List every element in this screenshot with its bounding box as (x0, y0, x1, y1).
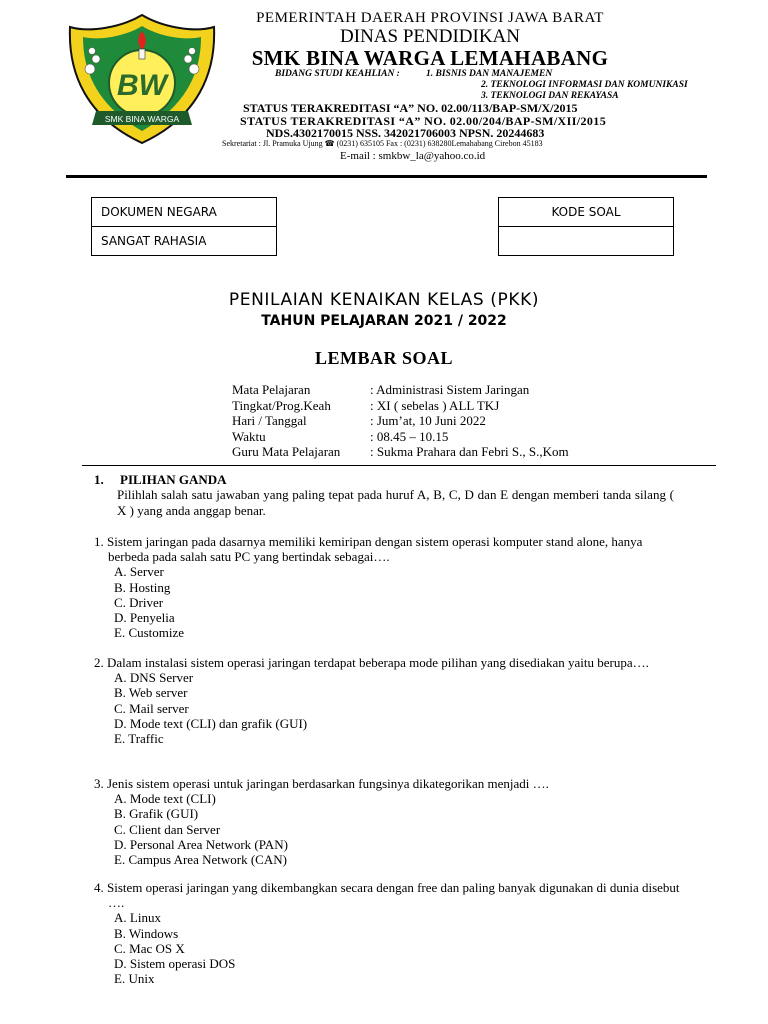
answer-option: C. Mac OS X (114, 940, 185, 956)
bidang-item: 3. TEKNOLOGI DAN REKAYASA (481, 91, 619, 101)
answer-option: B. Web server (114, 685, 188, 701)
logo-cotton-left (85, 64, 95, 74)
answer-option: C. Driver (114, 594, 164, 610)
bidang-item: 1. BISNIS DAN MANAJEMEN (426, 69, 553, 79)
sheet-title: LEMBAR SOAL (314, 348, 454, 368)
info-value: : Jum’at, 10 Juni 2022 (370, 413, 486, 428)
info-value: : Sukma Prahara dan Febri S., S.,Kom (370, 444, 569, 459)
question (94, 655, 684, 746)
answer-option: D. Personal Area Network (PAN) (114, 836, 288, 852)
answer-option: D. Penyelia (114, 610, 175, 626)
question-stem: 3. Jenis sistem operasi untuk jaringan berdasarkan fungsinya dikategorikan menjadi …. (94, 776, 549, 791)
info-label: Mata Pelajaran (232, 382, 311, 397)
question-stem: 2. Dalam instalasi sistem operasi jaringan terdapat beberapa mode pilihan yang disediakan yaitu berupa…. (94, 655, 649, 670)
section-divider (82, 465, 716, 466)
info-value: : 08.45 – 10.15 (370, 428, 449, 444)
section-heading (94, 472, 227, 488)
info-value: : Administrasi Sistem Jaringan (370, 382, 530, 397)
answer-option: D. Mode text (CLI) dan grafik (GUI) (114, 715, 308, 731)
document-secrecy: SANGAT RAHASIA (92, 227, 277, 256)
academic-year: TAHUN PELAJARAN 2021 / 2022 (261, 313, 507, 329)
info-label: Hari / Tanggal (232, 413, 307, 428)
school-name: SMK BINA WARGA LEMAHABANG (251, 46, 609, 70)
bidang-label: BIDANG STUDI KEAHLIAN : (275, 69, 400, 79)
school-ids: NDS.4302170015 NSS. 342021706003 NPSN. 20244683 (266, 126, 545, 140)
question (94, 534, 684, 640)
info-label: Tingkat/Prog.Keah (232, 397, 331, 413)
question-stem: 4. Sistem operasi jaringan yang dikembangkan secara dengan free dan paling banyak digunakan di dunia disebut …. (94, 880, 680, 911)
logo-initials: BW (117, 69, 167, 102)
section-title: PILIHAN GANDA (120, 472, 227, 487)
answer-options (94, 564, 684, 640)
letterhead-divider (66, 175, 707, 178)
answer-option: A. Linux (114, 910, 161, 926)
section-instruction: Pilihlah salah satu jawaban yang paling tepat pada huruf A, B, C, D dan E dengan memberi tanda silang ( X ) yang anda anggap benar. (117, 487, 674, 518)
info-row (232, 413, 569, 429)
question (94, 776, 684, 867)
answer-options (94, 791, 684, 867)
document-classification-box (91, 197, 277, 256)
question-code-box (498, 197, 674, 256)
info-label: Waktu (232, 428, 266, 444)
answer-option: D. Sistem operasi DOS (114, 956, 236, 972)
department-heading: DINAS PENDIDIKAN (340, 26, 520, 47)
answer-option: B. Grafik (GUI) (114, 806, 199, 822)
answer-option: A. DNS Server (114, 670, 194, 686)
question-stem: 1. Sistem jaringan pada dasarnya memiliki kemiripan dengan sistem operasi komputer stand alone, hanya berbeda pada salah satu PC yang bertindak sebagai…. (94, 534, 643, 565)
answer-option: B. Windows (114, 925, 179, 941)
info-label: Guru Mata Pelajaran (232, 444, 341, 459)
answer-option: E. Campus Area Network (CAN) (114, 852, 287, 868)
info-value: : XI ( sebelas ) ALL TKJ (370, 397, 500, 413)
answer-option: B. Hosting (114, 579, 171, 595)
answer-option: E. Customize (114, 625, 185, 641)
answer-option: E. Traffic (114, 731, 164, 747)
answer-option: A. Mode text (CLI) (114, 791, 216, 807)
school-address: Sekretariat : Jl. Pramuka Ujung ☎ (0231) 635105 Fax : (0231) 638280Lemahabang Cirebon 45183 (222, 139, 543, 148)
info-row (232, 382, 569, 398)
section-number: 1. (94, 472, 104, 487)
answer-options (94, 670, 684, 746)
accreditation-line: STATUS TERAKREDITASI “A” NO. 02.00/113/BAP-SM/X/2015 (243, 101, 578, 115)
accreditation-line: STATUS TERAKREDITASI “A” NO. 02.00/204/BAP-SM/XII/2015 (240, 114, 607, 128)
question-code-value (499, 227, 674, 256)
question (94, 880, 684, 986)
answer-option: C. Client dan Server (114, 821, 221, 837)
bidang-item: 2. TEKNOLOGI INFORMASI DAN KOMUNIKASI (481, 80, 688, 90)
answer-options (94, 910, 684, 986)
answer-option: E. Unix (114, 971, 155, 987)
exam-info (232, 382, 569, 460)
exam-title: PENILAIAN KENAIKAN KELAS (PKK) (228, 290, 540, 310)
answer-option: A. Server (114, 564, 164, 580)
answer-option: C. Mail server (114, 700, 189, 716)
document-type: DOKUMEN NEGARA (92, 198, 277, 227)
info-row (232, 429, 569, 445)
government-heading: PEMERINTAH DAERAH PROVINSI JAWA BARAT (256, 10, 604, 26)
school-email: E-mail : smkbw_la@yahoo.co.id (340, 150, 486, 162)
logo-ribbon-text: SMK BINA WARGA (104, 114, 180, 124)
info-row (232, 444, 569, 460)
question-code-label: KODE SOAL (499, 198, 674, 227)
info-row (232, 398, 569, 414)
